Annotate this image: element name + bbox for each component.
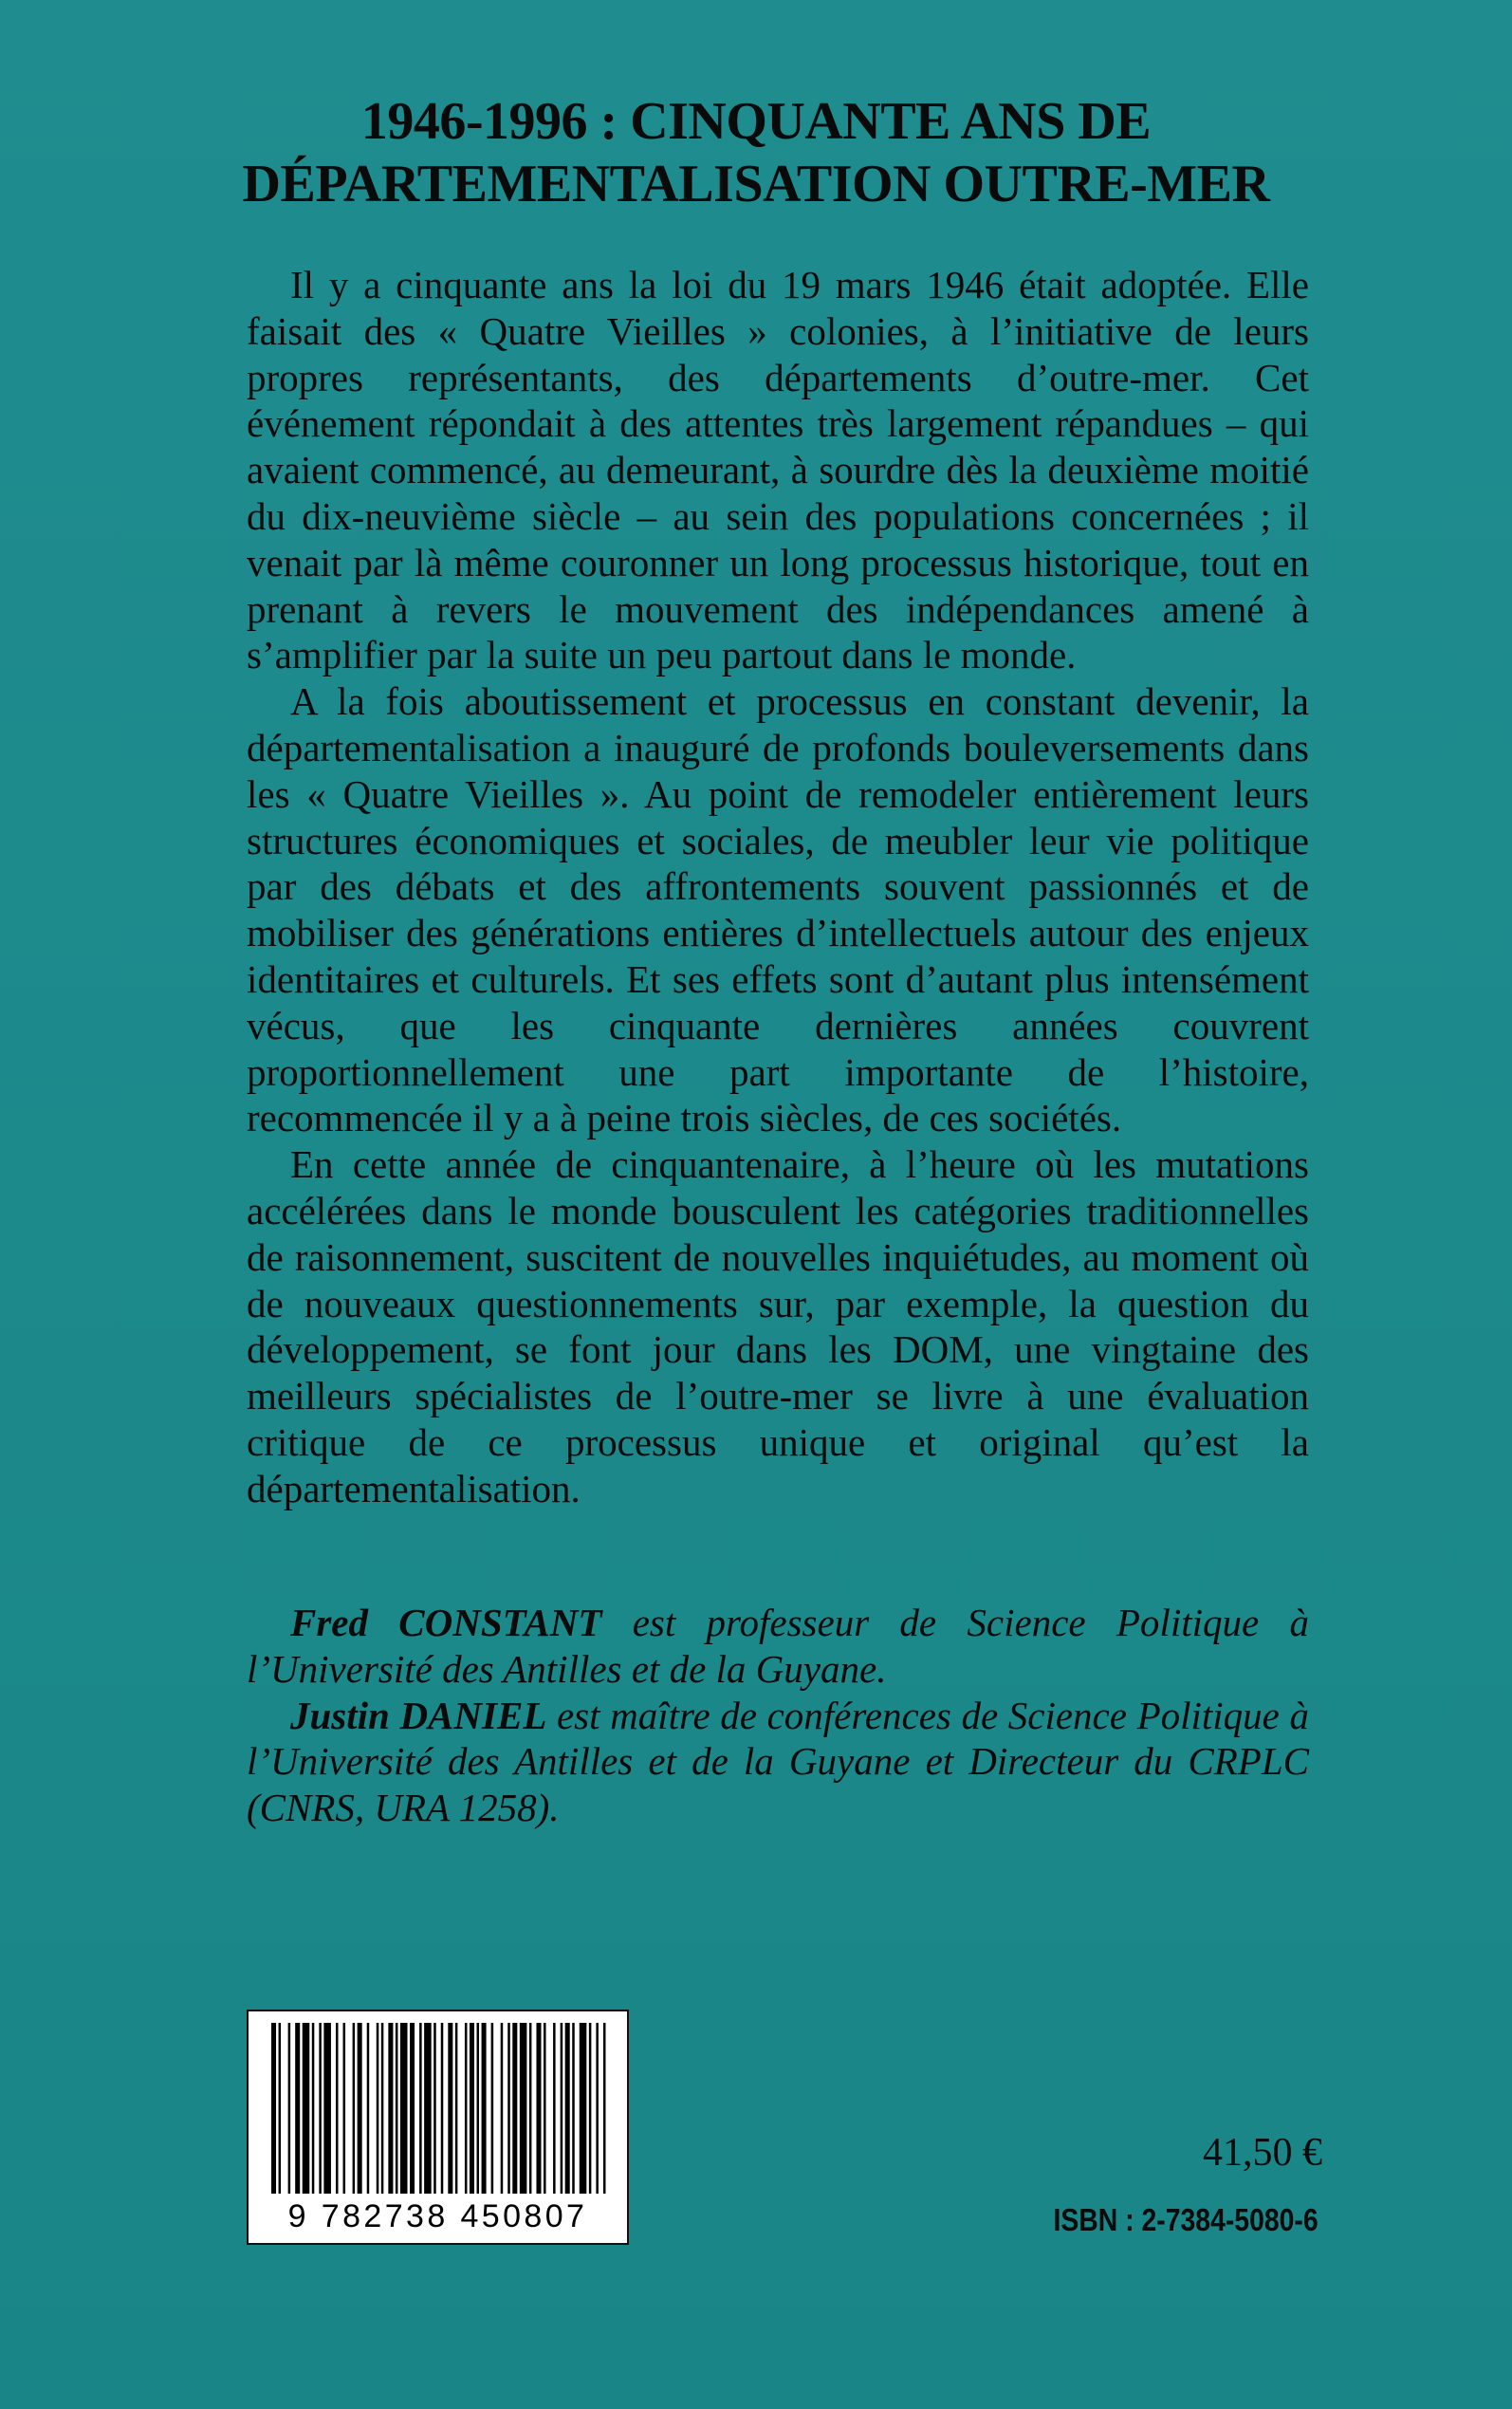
barcode-bar <box>388 2023 393 2194</box>
author-text-1: est professeur de Science Politique à l’Université des Antilles et de la Guyane. <box>247 1601 1309 1691</box>
barcode-bar <box>312 2023 315 2194</box>
author-bios <box>247 1600 1309 1831</box>
barcode-bar <box>396 2023 398 2194</box>
barcode-bar <box>295 2023 300 2194</box>
barcode-bar <box>279 2023 282 2194</box>
barcode-bar <box>491 2023 494 2194</box>
barcode-bar <box>501 2023 504 2194</box>
barcode-bar <box>507 2023 510 2194</box>
barcode-bar <box>433 2023 436 2194</box>
barcode-bar <box>477 2023 480 2194</box>
barcode-bar <box>343 2023 346 2194</box>
barcode-bar <box>424 2023 432 2194</box>
title-line-2: DÉPARTEMENTALISATION OUTRE-MER <box>242 155 1270 213</box>
barcode-bar <box>482 2023 487 2194</box>
barcode-bar <box>544 2023 546 2194</box>
author-name-1: Fred CONSTANT <box>290 1601 602 1644</box>
barcode-bar <box>288 2023 291 2194</box>
barcode-bar <box>377 2023 379 2194</box>
barcode-bar <box>580 2023 587 2194</box>
barcode-bar <box>358 2023 362 2194</box>
price: 41,50 € <box>1203 2131 1322 2175</box>
barcode-bar <box>319 2023 322 2194</box>
blurb-paragraph-1: Il y a cinquante ans la loi du 19 mars 1946 était adoptée. Elle faisait des « Quatre Vieilles » colonies, à l’initiative de leurs propres représentants, des départements d’outre-mer. Cet événement répondait à des attentes très largement répandues – qui avaient commencé, au demeurant, à sourdre dès la deuxième moitié du dix-neuvième siècle – au sein des populations concernées ; il venait par là même couronner un long processus historique, tout en prenant à revers le mouvement des indépendances amené à s’amplifier par la suite un peu partout dans le monde. <box>247 263 1309 677</box>
barcode-bar <box>520 2023 527 2194</box>
title-line-1: 1946-1996 : CINQUANTE ANS DE <box>360 92 1152 151</box>
barcode-bar <box>589 2023 592 2194</box>
barcode-bar <box>336 2023 339 2194</box>
barcode-bar <box>529 2023 532 2194</box>
barcode-bar <box>353 2023 356 2194</box>
barcode-bar <box>572 2023 575 2194</box>
barcode <box>247 2010 629 2245</box>
author-bio-1 <box>247 1600 1309 1693</box>
barcode-bar <box>512 2023 517 2194</box>
blurb <box>247 262 1309 1512</box>
barcode-digits: 9 782738 450807 <box>287 2198 588 2234</box>
book-title <box>142 90 1370 215</box>
barcode-bar <box>381 2023 384 2194</box>
author-name-2: Justin DANIEL <box>290 1693 547 1737</box>
barcode-bar <box>400 2023 408 2194</box>
barcode-bar <box>323 2023 331 2194</box>
barcode-bar <box>441 2023 444 2194</box>
barcode-bar <box>553 2023 556 2194</box>
barcode-bar <box>596 2023 599 2194</box>
blurb-paragraph-3: En cette année de cinquantenaire, à l’heure où les mutations accélérées dans le monde bousculent les catégories traditionnelles de raisonnement, suscitent de nouvelles inquiétudes, au moment où de nouveaux questionnements sur, par exemple, la question du développement, se font jour dans les DOM, une vingtaine des meilleurs spécialistes de l’outre-mer se livre à une évaluation critique de ce processus unique et original qu’est la départementalisation. <box>247 1142 1309 1510</box>
barcode-bar <box>465 2023 468 2194</box>
barcode-bars <box>271 2023 608 2194</box>
barcode-bar <box>565 2023 570 2194</box>
barcode-bar <box>367 2023 370 2194</box>
isbn: ISBN : 2-7384-5080-6 <box>1053 2202 1318 2237</box>
blurb-paragraph-2: A la fois aboutissement et processus en constant devenir, la départementalisation a inauguré de profonds bouleversements dans les « Quatre Vieilles ». Au point de remodeler entièrement leurs structures économiques et sociales, de meubler leur vie politique par des débats et des affrontements souvent passionnés et de mobiliser des générations entières d’intellectuels autour des enjeux identitaires et culturels. Et ses effets sont d’autant plus intensément vécus, que les cinquante dernières années couvrent proportionnellement une part importante de l’histoire, recommencée il y a à peine trois siècles, de ces sociétés. <box>247 679 1309 1140</box>
barcode-bar <box>419 2023 422 2194</box>
barcode-bar <box>303 2023 310 2194</box>
barcode-bar <box>448 2023 452 2194</box>
barcode-bar <box>455 2023 458 2194</box>
barcode-bar <box>410 2023 415 2194</box>
barcode-bar <box>561 2023 563 2194</box>
barcode-bar <box>536 2023 541 2194</box>
author-text-2: est maître de conférences de Science Politique à l’Université des Antilles et de la Guyane et Directeur du CRPLC (CNRS, URA 1258). <box>247 1693 1309 1830</box>
author-bio-2 <box>247 1693 1309 1831</box>
barcode-bar <box>603 2023 606 2194</box>
barcode-bar <box>271 2023 276 2194</box>
barcode-bar <box>470 2023 474 2194</box>
